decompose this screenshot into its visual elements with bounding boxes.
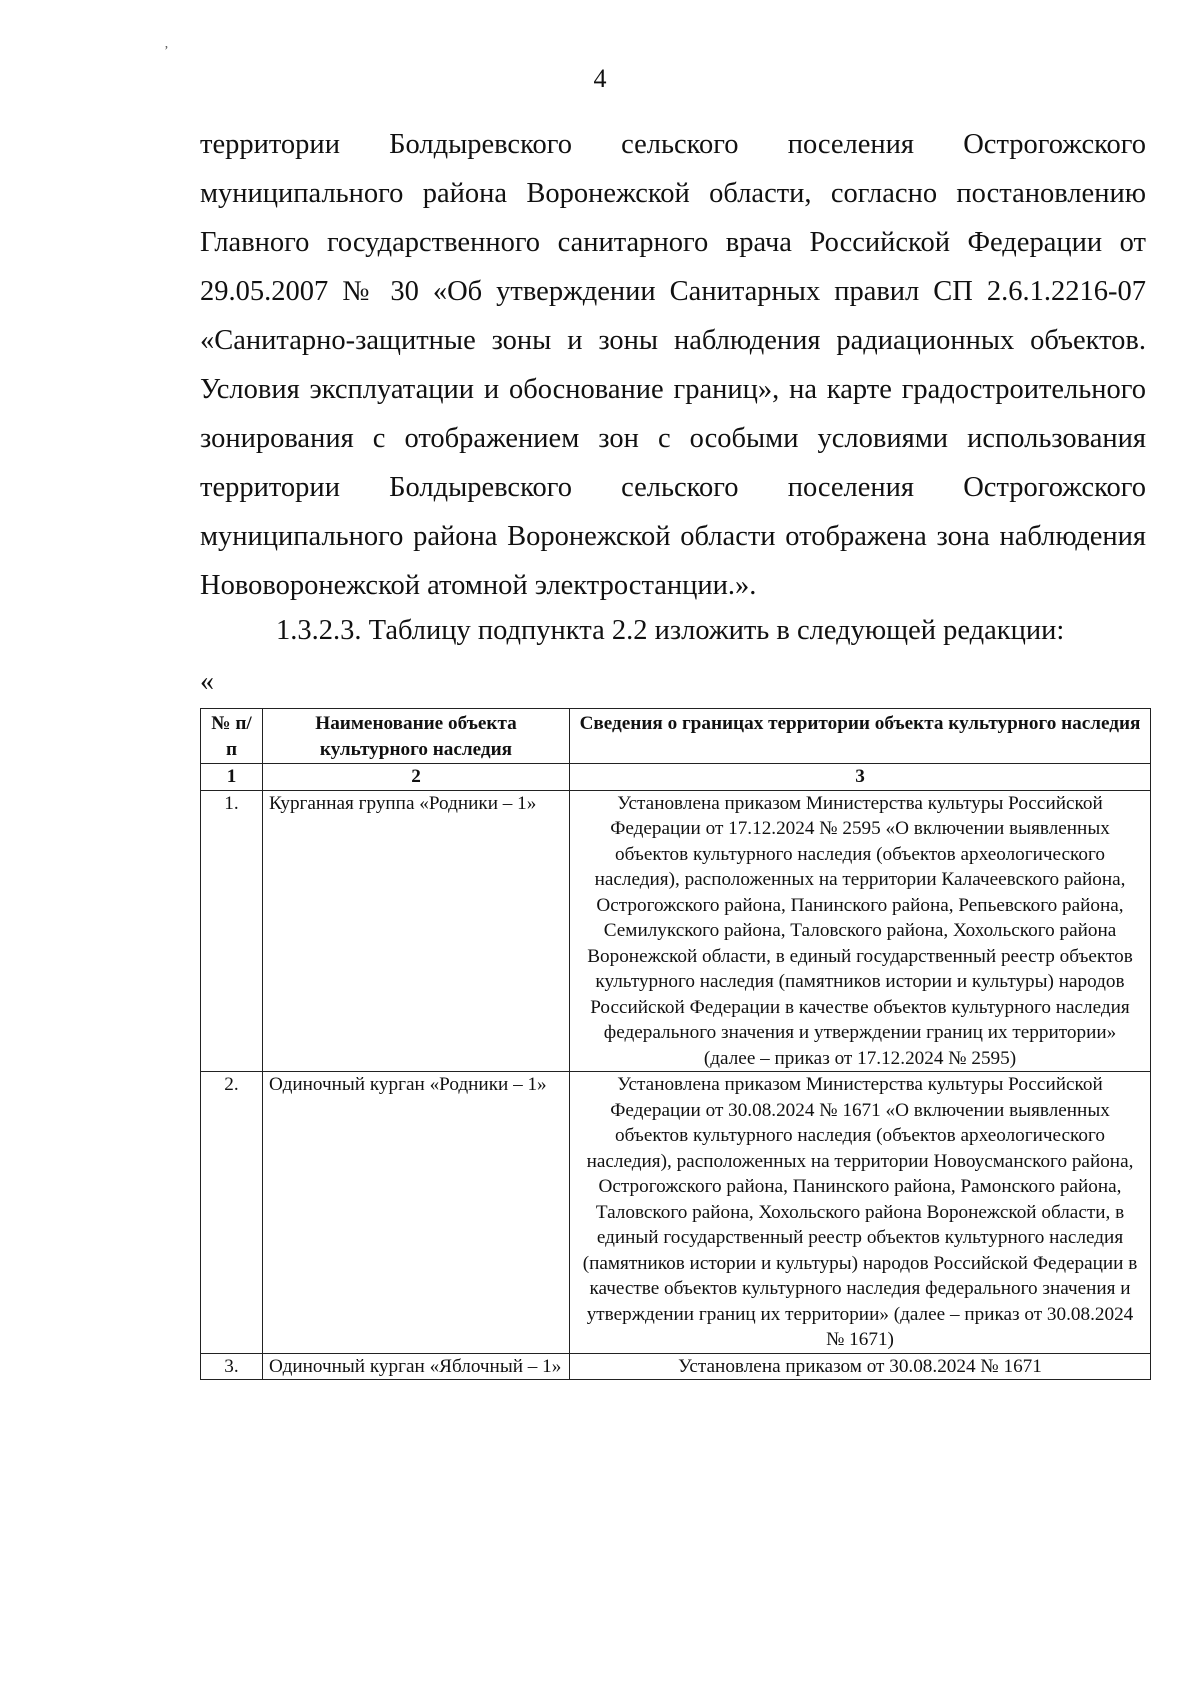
body-text <box>200 120 1146 610</box>
table-row <box>201 1353 1151 1380</box>
row-number: 1. <box>201 790 263 1072</box>
paragraph: территории Болдыревского сельского поселения Острогожского муниципального района Воронежской области, согласно постановлению Главного государственного санитарного врача Российской Федерации от 29.05.2007 № 30 «Об утверждении Санитарных правил СП 2.6.1.2216-07 «Санитарно-защитные зоны и зоны наблюдения радиационных объектов. Условия эксплуатации и обоснование границ», на карте градостроительного зонирования с отображением зон с особыми условиями использования территории Болдыревского сельского поселения Острогожского муниципального района Воронежской области отображена зона наблюдения Нововоронежской атомной электростанции.». <box>200 129 1146 601</box>
object-name: Курганная группа «Родники – 1» <box>263 790 570 1072</box>
page-number: 4 <box>593 64 607 93</box>
table-row <box>201 790 1151 1072</box>
table-header-row <box>201 709 1151 764</box>
heritage-table <box>200 708 1151 1380</box>
table-row <box>201 1072 1151 1354</box>
row-number: 2. <box>201 1072 263 1354</box>
header-boundary-info: Сведения о границах территории объекта культурного наследия <box>570 709 1151 764</box>
column-number: 1 <box>201 764 263 791</box>
header-number: № п/п <box>201 709 263 764</box>
boundary-info: Установлена приказом от 30.08.2024 № 1671 <box>570 1353 1151 1380</box>
stray-mark: ʼ <box>164 44 169 59</box>
header-object-name: Наименование объекта культурного наследия <box>263 709 570 764</box>
object-name: Одиночный курган «Родники – 1» <box>263 1072 570 1354</box>
object-name: Одиночный курган «Яблочный – 1» <box>263 1353 570 1380</box>
row-number: 3. <box>201 1353 263 1380</box>
boundary-info: Установлена приказом Министерства культуры Российской Федерации от 17.12.2024 № 2595 «О включении выявленных объектов культурного наследия (объектов археологического наследия), расположенных на территории Калачеевского района, Острогожского района, Панинского района, Репьевского района, Семилукского района, Таловского района, Хохольского района Воронежской области, в единый государственный реестр объектов культурного наследия (памятников истории и культуры) народов Российской Федерации в качестве объектов культурного наследия федерального значения и утверждении границ их территории» (далее – приказ от 17.12.2024 № 2595) <box>570 790 1151 1072</box>
column-number: 3 <box>570 764 1151 791</box>
column-number: 2 <box>263 764 570 791</box>
subpoint-heading: 1.3.2.3. Таблицу подпункта 2.2 изложить в следующей редакции: <box>276 615 1065 646</box>
column-numbers-row <box>201 764 1151 791</box>
boundary-info: Установлена приказом Министерства культуры Российской Федерации от 30.08.2024 № 1671 «О включении выявленных объектов культурного наследия (объектов археологического наследия), расположенных на территории Новоусманского района, Острогожского района, Панинского района, Рамонского района, Таловского района, Хохольского района Воронежской области, в единый государственный реестр объектов культурного наследия (памятников истории и культуры) народов Российской Федерации в качестве объектов культурного наследия федерального значения и утверждении границ их территории» (далее – приказ от 30.08.2024 № 1671) <box>570 1072 1151 1354</box>
opening-quote: « <box>200 666 214 697</box>
